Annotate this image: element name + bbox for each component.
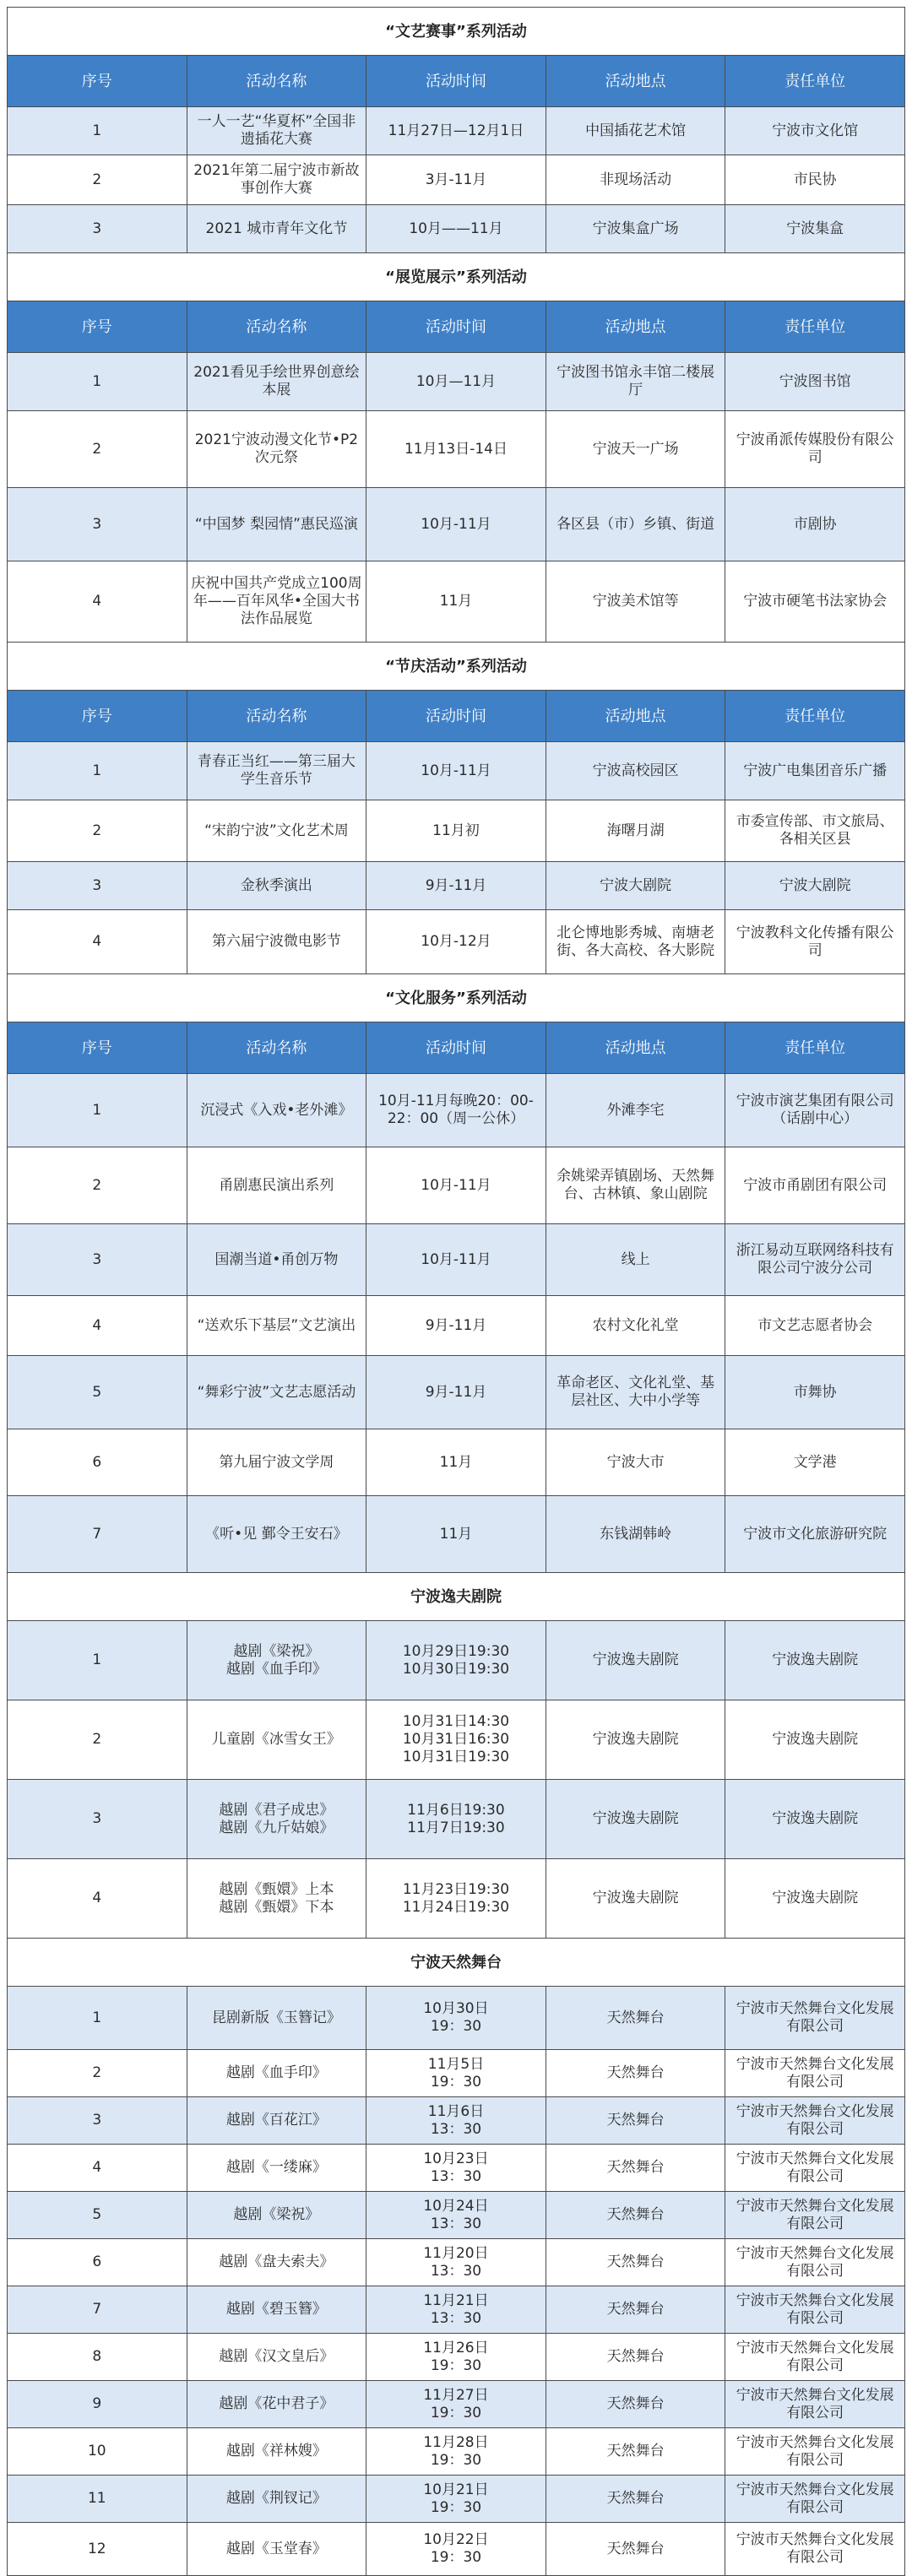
table-row [8, 2334, 905, 2381]
cell-activity-location: 宁波逸夫剧院 [546, 1621, 725, 1700]
cell-responsible-unit: 宁波逸夫剧院 [725, 1700, 905, 1780]
cell-activity-time: 11月23日19:30 11月24日19:30 [366, 1859, 546, 1939]
cell-activity-location: 农村文化礼堂 [546, 1296, 725, 1356]
cell-activity-location: 天然舞台 [546, 2476, 725, 2523]
cell-activity-name: 越剧《甄嬛》上本 越剧《甄嬛》下本 [187, 1859, 366, 1939]
table-header-row [8, 1022, 905, 1074]
column-header-activity-name: 活动名称 [187, 1022, 366, 1074]
cell-activity-location: 宁波逸夫剧院 [546, 1700, 725, 1780]
cell-responsible-unit: 宁波逸夫剧院 [725, 1780, 905, 1859]
cell-activity-time: 10月-11月 [366, 488, 546, 561]
column-header-activity-time: 活动时间 [366, 56, 546, 107]
cell-activity-location: 北仑博地影秀城、南塘老街、各大高校、各大影院 [546, 910, 725, 974]
cell-activity-name: 越剧《玉堂春》 [187, 2523, 366, 2576]
cell-seq-no: 5 [8, 2192, 187, 2239]
cell-responsible-unit: 宁波市文化旅游研究院 [725, 1496, 905, 1573]
cell-activity-name: 越剧《汉文皇后》 [187, 2334, 366, 2381]
cell-activity-time: 11月5日 19：30 [366, 2050, 546, 2097]
column-header-responsible-unit: 责任单位 [725, 56, 905, 107]
column-header-activity-location: 活动地点 [546, 56, 725, 107]
cell-activity-time: 11月13日-14日 [366, 411, 546, 488]
cell-activity-time: 10月23日 13：30 [366, 2145, 546, 2192]
cell-activity-time: 11月28日 19：30 [366, 2428, 546, 2476]
cell-activity-time: 10月-11月 [366, 1147, 546, 1224]
cell-activity-location: 线上 [546, 1224, 725, 1296]
table-row [8, 1859, 905, 1939]
column-header-seq-no: 序号 [8, 1022, 187, 1074]
cell-activity-time: 10月-12月 [366, 910, 546, 974]
cell-responsible-unit: 宁波广电集团音乐广播 [725, 742, 905, 800]
cell-activity-location: 外滩李宅 [546, 1074, 725, 1147]
cell-activity-name: 《听•见 鄞令王安石》 [187, 1496, 366, 1573]
cell-activity-location: 天然舞台 [546, 2523, 725, 2576]
cell-activity-name: 甬剧惠民演出系列 [187, 1147, 366, 1224]
column-header-activity-name: 活动名称 [187, 301, 366, 353]
table-row [8, 1074, 905, 1147]
table-row [8, 1987, 905, 2050]
column-header-activity-location: 活动地点 [546, 1022, 725, 1074]
cell-seq-no: 5 [8, 1356, 187, 1429]
cell-responsible-unit: 市文艺志愿者协会 [725, 1296, 905, 1356]
column-header-seq-no: 序号 [8, 56, 187, 107]
table-row [8, 1356, 905, 1429]
cell-responsible-unit: 宁波逸夫剧院 [725, 1859, 905, 1939]
cell-responsible-unit: 市民协 [725, 155, 905, 205]
cell-responsible-unit: 宁波市天然舞台文化发展有限公司 [725, 2428, 905, 2476]
cell-activity-location: 天然舞台 [546, 2381, 725, 2428]
cell-responsible-unit: 宁波市天然舞台文化发展有限公司 [725, 2523, 905, 2576]
cell-seq-no: 10 [8, 2428, 187, 2476]
table-row [8, 2428, 905, 2476]
table-row [8, 353, 905, 411]
cell-seq-no: 8 [8, 2334, 187, 2381]
cell-activity-location: 宁波高校园区 [546, 742, 725, 800]
table-row [8, 155, 905, 205]
cell-activity-location: 天然舞台 [546, 1987, 725, 2050]
table-header-row [8, 56, 905, 107]
cell-activity-time: 9月-11月 [366, 1356, 546, 1429]
cell-activity-name: “送欢乐下基层”文艺演出 [187, 1296, 366, 1356]
cell-activity-time: 10月29日19:30 10月30日19:30 [366, 1621, 546, 1700]
cell-activity-time: 10月-11月 [366, 742, 546, 800]
cell-activity-time: 10月22日 19：30 [366, 2523, 546, 2576]
cell-responsible-unit: 宁波集盒 [725, 205, 905, 253]
cell-responsible-unit: 宁波市天然舞台文化发展有限公司 [725, 2334, 905, 2381]
cell-activity-location: 宁波逸夫剧院 [546, 1859, 725, 1939]
table-row [8, 1621, 905, 1700]
cell-activity-location: 天然舞台 [546, 2428, 725, 2476]
section-title: “文化服务”系列活动 [8, 974, 905, 1022]
table-row [8, 2192, 905, 2239]
cell-responsible-unit: 宁波市天然舞台文化发展有限公司 [725, 2097, 905, 2145]
table-row [8, 2145, 905, 2192]
cell-seq-no: 12 [8, 2523, 187, 2576]
cell-seq-no: 3 [8, 488, 187, 561]
cell-activity-time: 11月6日19:30 11月7日19:30 [366, 1780, 546, 1859]
cell-activity-name: 2021年第二届宁波市新故事创作大赛 [187, 155, 366, 205]
column-header-seq-no: 序号 [8, 301, 187, 353]
section-title: “展览展示”系列活动 [8, 253, 905, 301]
table-row [8, 107, 905, 155]
section-title-row [8, 643, 905, 691]
table-row [8, 742, 905, 800]
cell-activity-name: 越剧《梁祝》 越剧《血手印》 [187, 1621, 366, 1700]
column-header-activity-time: 活动时间 [366, 691, 546, 742]
table-row [8, 1147, 905, 1224]
cell-seq-no: 1 [8, 1074, 187, 1147]
cell-activity-location: 东钱湖韩岭 [546, 1496, 725, 1573]
cell-activity-time: 11月26日 19：30 [366, 2334, 546, 2381]
table-row [8, 2050, 905, 2097]
cell-activity-name: 2021 城市青年文化节 [187, 205, 366, 253]
cell-seq-no: 6 [8, 1429, 187, 1496]
table-row [8, 2286, 905, 2334]
cell-responsible-unit: 宁波市天然舞台文化发展有限公司 [725, 2381, 905, 2428]
cell-activity-location: 天然舞台 [546, 2192, 725, 2239]
column-header-seq-no: 序号 [8, 691, 187, 742]
cell-activity-name: 儿童剧《冰雪女王》 [187, 1700, 366, 1780]
cell-activity-time: 11月 [366, 561, 546, 643]
table-row [8, 1496, 905, 1573]
cell-responsible-unit: 宁波市天然舞台文化发展有限公司 [725, 2192, 905, 2239]
cell-activity-time: 11月21日 13：30 [366, 2286, 546, 2334]
column-header-responsible-unit: 责任单位 [725, 1022, 905, 1074]
section-title: “节庆活动”系列活动 [8, 643, 905, 691]
cell-responsible-unit: 宁波市硬笔书法家协会 [725, 561, 905, 643]
cell-responsible-unit: 宁波市甬剧团有限公司 [725, 1147, 905, 1224]
cell-activity-location: 宁波集盒广场 [546, 205, 725, 253]
cell-activity-name: 2021宁波动漫文化节•P2次元祭 [187, 411, 366, 488]
cell-responsible-unit: 市剧协 [725, 488, 905, 561]
cell-activity-time: 10月—11月 [366, 353, 546, 411]
cell-seq-no: 2 [8, 1147, 187, 1224]
cell-activity-name: 越剧《血手印》 [187, 2050, 366, 2097]
cell-activity-time: 9月-11月 [366, 862, 546, 910]
cell-activity-location: 天然舞台 [546, 2334, 725, 2381]
cell-seq-no: 2 [8, 155, 187, 205]
cell-responsible-unit: 宁波逸夫剧院 [725, 1621, 905, 1700]
table-row [8, 1780, 905, 1859]
table-row [8, 1700, 905, 1780]
cell-activity-name: 越剧《花中君子》 [187, 2381, 366, 2428]
cell-activity-name: 一人一艺“华夏杯”全国非遗插花大赛 [187, 107, 366, 155]
cell-activity-name: “舞彩宁波”文艺志愿活动 [187, 1356, 366, 1429]
cell-activity-time: 11月20日 13：30 [366, 2239, 546, 2286]
cell-seq-no: 7 [8, 1496, 187, 1573]
cell-activity-location: 余姚梁弄镇剧场、天然舞台、古林镇、象山剧院 [546, 1147, 725, 1224]
cell-activity-location: 非现场活动 [546, 155, 725, 205]
cell-responsible-unit: 宁波市天然舞台文化发展有限公司 [725, 2239, 905, 2286]
cell-activity-time: 10月24日 13：30 [366, 2192, 546, 2239]
cell-activity-location: 海曙月湖 [546, 800, 725, 862]
column-header-responsible-unit: 责任单位 [725, 691, 905, 742]
cell-responsible-unit: 宁波大剧院 [725, 862, 905, 910]
cell-activity-location: 各区县（市）乡镇、街道 [546, 488, 725, 561]
cell-activity-name: 越剧《祥林嫂》 [187, 2428, 366, 2476]
cell-activity-location: 天然舞台 [546, 2097, 725, 2145]
table-row [8, 561, 905, 643]
cell-activity-name: 沉浸式《入戏•老外滩》 [187, 1074, 366, 1147]
cell-activity-time: 10月-11月每晚20：00-22：00（周一公休） [366, 1074, 546, 1147]
cell-activity-time: 9月-11月 [366, 1296, 546, 1356]
cell-activity-name: 越剧《百花江》 [187, 2097, 366, 2145]
cell-responsible-unit: 宁波教科文化传播有限公司 [725, 910, 905, 974]
cell-activity-name: 越剧《碧玉簪》 [187, 2286, 366, 2334]
section-title: “文艺赛事”系列活动 [8, 8, 905, 56]
table-row [8, 411, 905, 488]
cell-activity-location: 天然舞台 [546, 2050, 725, 2097]
cell-seq-no: 3 [8, 2097, 187, 2145]
table-row [8, 1224, 905, 1296]
cell-activity-name: 2021看见手绘世界创意绘本展 [187, 353, 366, 411]
cell-seq-no: 4 [8, 910, 187, 974]
cell-activity-time: 11月 [366, 1496, 546, 1573]
cell-seq-no: 1 [8, 1621, 187, 1700]
cell-responsible-unit: 市委宣传部、市文旅局、各相关区县 [725, 800, 905, 862]
cell-activity-time: 11月27日—12月1日 [366, 107, 546, 155]
cell-seq-no: 3 [8, 1224, 187, 1296]
cell-seq-no: 11 [8, 2476, 187, 2523]
cell-responsible-unit: 宁波图书馆 [725, 353, 905, 411]
schedule-document [7, 7, 905, 2576]
cell-activity-location: 宁波大市 [546, 1429, 725, 1496]
table-header-row [8, 691, 905, 742]
section-title-row [8, 1939, 905, 1987]
cell-seq-no: 1 [8, 1987, 187, 2050]
column-header-activity-name: 活动名称 [187, 691, 366, 742]
section-title-row [8, 1573, 905, 1621]
cell-seq-no: 3 [8, 205, 187, 253]
table-row [8, 2381, 905, 2428]
table-row [8, 862, 905, 910]
cell-responsible-unit: 宁波甬派传媒股份有限公司 [725, 411, 905, 488]
cell-responsible-unit: 宁波市天然舞台文化发展有限公司 [725, 2050, 905, 2097]
cell-responsible-unit: 宁波市天然舞台文化发展有限公司 [725, 1987, 905, 2050]
cell-activity-time: 10月21日 19：30 [366, 2476, 546, 2523]
cell-seq-no: 4 [8, 1859, 187, 1939]
cell-activity-location: 天然舞台 [546, 2239, 725, 2286]
cell-activity-location: 宁波天一广场 [546, 411, 725, 488]
cell-seq-no: 6 [8, 2239, 187, 2286]
table-row [8, 2097, 905, 2145]
table-row [8, 488, 905, 561]
cell-activity-location: 宁波大剧院 [546, 862, 725, 910]
cell-seq-no: 9 [8, 2381, 187, 2428]
cell-activity-name: “中国梦 梨园情”惠民巡演 [187, 488, 366, 561]
activity-schedule-table [7, 7, 905, 2576]
cell-activity-location: 宁波美术馆等 [546, 561, 725, 643]
cell-seq-no: 2 [8, 2050, 187, 2097]
table-header-row [8, 301, 905, 353]
cell-responsible-unit: 宁波市演艺集团有限公司（话剧中心） [725, 1074, 905, 1147]
cell-seq-no: 1 [8, 107, 187, 155]
column-header-activity-location: 活动地点 [546, 301, 725, 353]
cell-activity-time: 10月31日14:30 10月31日16:30 10月31日19:30 [366, 1700, 546, 1780]
cell-activity-time: 11月27日 19：30 [366, 2381, 546, 2428]
cell-responsible-unit: 宁波市天然舞台文化发展有限公司 [725, 2476, 905, 2523]
column-header-activity-name: 活动名称 [187, 56, 366, 107]
cell-activity-location: 中国插花艺术馆 [546, 107, 725, 155]
cell-activity-name: 国潮当道•甬创万物 [187, 1224, 366, 1296]
cell-seq-no: 3 [8, 1780, 187, 1859]
cell-seq-no: 4 [8, 1296, 187, 1356]
cell-activity-name: 昆剧新版《玉簪记》 [187, 1987, 366, 2050]
table-row [8, 1296, 905, 1356]
cell-activity-name: 越剧《盘夫索夫》 [187, 2239, 366, 2286]
cell-responsible-unit: 宁波市天然舞台文化发展有限公司 [725, 2145, 905, 2192]
cell-activity-time: 10月——11月 [366, 205, 546, 253]
cell-seq-no: 2 [8, 411, 187, 488]
cell-activity-name: 越剧《君子成忠》 越剧《九斤姑娘》 [187, 1780, 366, 1859]
cell-activity-name: 第九届宁波文学周 [187, 1429, 366, 1496]
cell-activity-name: 庆祝中国共产党成立100周年——百年风华•全国大书法作品展览 [187, 561, 366, 643]
cell-activity-name: 越剧《梁祝》 [187, 2192, 366, 2239]
section-title: 宁波逸夫剧院 [8, 1573, 905, 1621]
cell-seq-no: 1 [8, 742, 187, 800]
section-title-row [8, 974, 905, 1022]
column-header-activity-time: 活动时间 [366, 301, 546, 353]
table-row [8, 2523, 905, 2576]
table-row [8, 800, 905, 862]
cell-responsible-unit: 浙江易动互联网络科技有限公司宁波分公司 [725, 1224, 905, 1296]
column-header-activity-location: 活动地点 [546, 691, 725, 742]
section-title-row [8, 8, 905, 56]
cell-activity-location: 革命老区、文化礼堂、基层社区、大中小学等 [546, 1356, 725, 1429]
cell-responsible-unit: 市舞协 [725, 1356, 905, 1429]
cell-seq-no: 4 [8, 2145, 187, 2192]
cell-seq-no: 4 [8, 561, 187, 643]
cell-responsible-unit: 宁波市文化馆 [725, 107, 905, 155]
cell-responsible-unit: 宁波市天然舞台文化发展有限公司 [725, 2286, 905, 2334]
cell-activity-location: 宁波图书馆永丰馆二楼展厅 [546, 353, 725, 411]
cell-seq-no: 2 [8, 800, 187, 862]
cell-activity-name: 越剧《荆钗记》 [187, 2476, 366, 2523]
cell-activity-name: 第六届宁波微电影节 [187, 910, 366, 974]
cell-responsible-unit: 文学港 [725, 1429, 905, 1496]
column-header-activity-time: 活动时间 [366, 1022, 546, 1074]
cell-activity-name: “宋韵宁波”文化艺术周 [187, 800, 366, 862]
table-row [8, 2239, 905, 2286]
table-row [8, 205, 905, 253]
cell-activity-time: 11月6日 13：30 [366, 2097, 546, 2145]
cell-seq-no: 2 [8, 1700, 187, 1780]
cell-activity-name: 金秋季演出 [187, 862, 366, 910]
section-title: 宁波天然舞台 [8, 1939, 905, 1987]
cell-activity-time: 3月-11月 [366, 155, 546, 205]
table-row [8, 2476, 905, 2523]
cell-activity-time: 10月30日 19：30 [366, 1987, 546, 2050]
cell-seq-no: 3 [8, 862, 187, 910]
table-row [8, 1429, 905, 1496]
column-header-responsible-unit: 责任单位 [725, 301, 905, 353]
cell-seq-no: 7 [8, 2286, 187, 2334]
cell-activity-time: 10月-11月 [366, 1224, 546, 1296]
cell-activity-location: 天然舞台 [546, 2286, 725, 2334]
cell-activity-location: 天然舞台 [546, 2145, 725, 2192]
section-title-row [8, 253, 905, 301]
cell-activity-name: 青春正当红——第三届大学生音乐节 [187, 742, 366, 800]
cell-activity-time: 11月 [366, 1429, 546, 1496]
cell-seq-no: 1 [8, 353, 187, 411]
cell-activity-name: 越剧《一缕麻》 [187, 2145, 366, 2192]
cell-activity-time: 11月初 [366, 800, 546, 862]
table-row [8, 910, 905, 974]
cell-activity-location: 宁波逸夫剧院 [546, 1780, 725, 1859]
